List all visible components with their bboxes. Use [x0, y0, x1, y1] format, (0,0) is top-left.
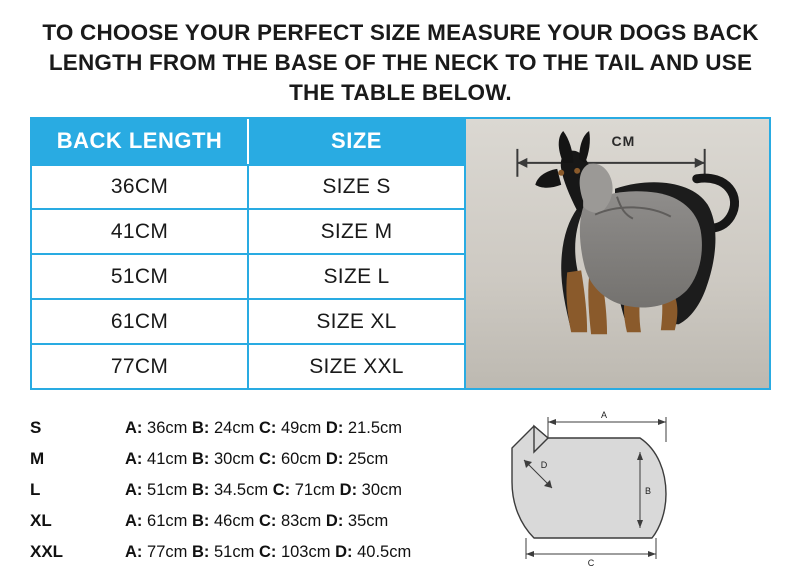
measurement-size: S: [30, 418, 42, 437]
label-c: C:: [258, 419, 277, 437]
measurement-values: [125, 481, 402, 500]
value-c: 49cm: [280, 419, 322, 437]
value-d: 30cm: [361, 481, 403, 499]
cell-back-length: 61CM: [32, 300, 249, 343]
value-d: 40.5cm: [357, 543, 412, 561]
diagram-label-b: B: [644, 486, 652, 496]
label-a: A:: [125, 450, 143, 468]
cell-back-length: 51CM: [32, 255, 249, 298]
dog-illustration: [466, 119, 769, 388]
value-c: 60cm: [280, 450, 322, 468]
value-a: 36cm: [147, 419, 188, 437]
label-b: B:: [191, 512, 210, 530]
value-d: 21.5cm: [347, 419, 403, 437]
coat-diagram: [490, 408, 690, 568]
measurement-values: [125, 450, 388, 469]
value-c: 83cm: [280, 512, 322, 530]
cell-size: SIZE M: [320, 219, 393, 243]
label-c: C:: [258, 543, 277, 561]
table-row: [32, 345, 464, 388]
coat-diagram-svg: [490, 408, 690, 568]
value-b: 46cm: [213, 512, 255, 530]
label-c: C:: [258, 512, 277, 530]
label-a: A:: [125, 543, 143, 561]
cell-size: SIZE S: [322, 175, 391, 199]
value-b: 30cm: [213, 450, 255, 468]
measurement-values: [125, 512, 388, 531]
size-table: [32, 119, 464, 388]
measurement-row-xl: [30, 511, 460, 542]
measurement-row-xxl: [30, 542, 460, 573]
value-a: 61cm: [147, 512, 188, 530]
measurement-row-l: [30, 480, 460, 511]
label-b: B:: [191, 450, 210, 468]
measurement-size: XXL: [30, 542, 64, 561]
table-row: [32, 166, 464, 211]
value-a: 51cm: [147, 481, 188, 499]
cm-label: CM: [611, 133, 636, 149]
label-c: C:: [258, 450, 277, 468]
measurements-list: [30, 418, 460, 573]
diagram-label-c: C: [587, 558, 595, 568]
measurement-size: L: [30, 480, 41, 499]
diagram-label-a: A: [600, 410, 608, 420]
table-header-size: SIZE: [331, 128, 382, 154]
cell-back-length: 41CM: [32, 210, 249, 253]
measurement-size: M: [30, 449, 45, 468]
value-c: 103cm: [280, 543, 331, 561]
value-a: 77cm: [147, 543, 188, 561]
table-row: [32, 210, 464, 255]
table-row: [32, 255, 464, 300]
label-d: D:: [325, 512, 344, 530]
cell-size: SIZE L: [323, 264, 390, 288]
label-d: D:: [325, 419, 344, 437]
label-b: B:: [191, 419, 210, 437]
measurement-row-m: [30, 449, 460, 480]
cell-size: SIZE XXL: [309, 354, 404, 378]
table-row: [32, 300, 464, 345]
value-b: 34.5cm: [213, 481, 269, 499]
value-a: 41cm: [147, 450, 188, 468]
label-c: C:: [272, 481, 291, 499]
measurement-values: [125, 419, 402, 438]
label-b: B:: [191, 543, 210, 561]
page-title: TO CHOOSE YOUR PERFECT SIZE MEASURE YOUR DOGS BACK LENGTH FROM THE BASE OF THE NECK TO THE TAIL AND USE THE TABLE BELOW.: [42, 20, 759, 105]
table-header-row: [32, 119, 464, 166]
table-header-back-length: BACK LENGTH: [32, 119, 249, 164]
measurement-values: [125, 543, 411, 562]
value-d: 35cm: [347, 512, 389, 530]
label-d: D:: [325, 450, 344, 468]
cell-back-length: 36CM: [32, 166, 249, 209]
dog-photo: [464, 119, 769, 388]
value-b: 51cm: [213, 543, 255, 561]
label-a: A:: [125, 512, 143, 530]
diagram-label-d: D: [540, 460, 548, 470]
label-b: B:: [191, 481, 210, 499]
value-d: 25cm: [347, 450, 389, 468]
label-a: A:: [125, 419, 143, 437]
size-table-and-photo: [30, 117, 771, 390]
label-d: D:: [335, 543, 353, 561]
label-a: A:: [125, 481, 143, 499]
cell-size: SIZE XL: [316, 309, 397, 333]
measurement-size: XL: [30, 511, 52, 530]
value-b: 24cm: [213, 419, 255, 437]
cell-back-length: 77CM: [32, 345, 249, 388]
value-c: 71cm: [294, 481, 336, 499]
measurement-row-s: [30, 418, 460, 449]
label-d: D:: [339, 481, 358, 499]
